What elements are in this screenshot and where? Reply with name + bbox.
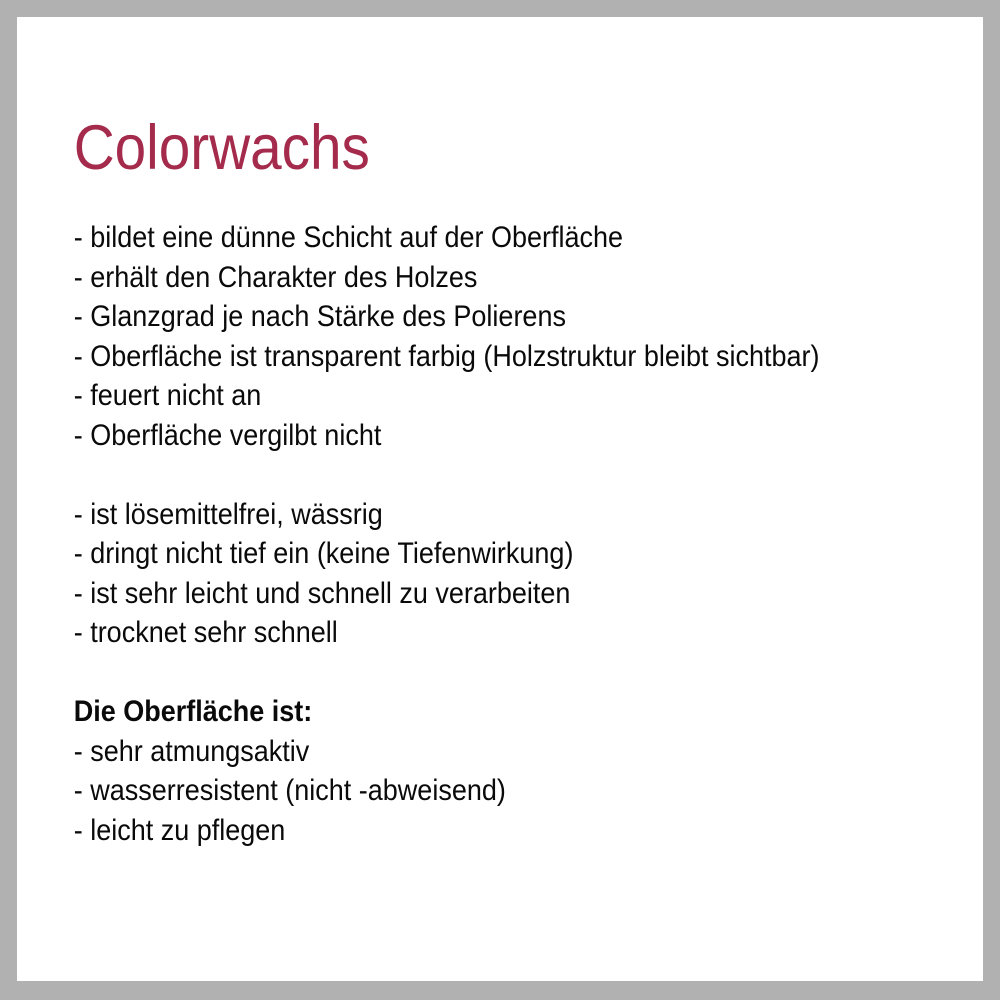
feature-section-result — [74, 692, 983, 850]
document-page — [17, 17, 983, 981]
feature-line: - Oberfläche vergilbt nicht — [73, 418, 382, 452]
feature-line: - ist sehr leicht und schnell zu verarbeiten — [73, 576, 571, 610]
feature-section-surface — [74, 218, 983, 455]
page-content — [17, 17, 983, 850]
feature-line: - trocknet sehr schnell — [73, 616, 338, 649]
feature-line: - ist lösemittelfrei, wässrig — [73, 497, 383, 531]
feature-line: - erhält den Charakter des Holzes — [73, 260, 478, 294]
feature-line: - leicht zu pflegen — [73, 813, 286, 847]
feature-line: - dringt nicht tief ein (keine Tiefenwirkung) — [73, 537, 574, 570]
feature-list — [74, 218, 983, 850]
feature-line: - wasserresistent (nicht -abweisend) — [73, 774, 506, 807]
feature-line: - Oberfläche ist transparent farbig (Holzstruktur bleibt sichtbar) — [73, 339, 820, 373]
feature-line: - bildet eine dünne Schicht auf der Oberfläche — [73, 221, 624, 254]
feature-line: - Glanzgrad je nach Stärke des Polierens — [73, 300, 566, 333]
page-title: Colorwachs — [73, 113, 370, 183]
feature-line: - feuert nicht an — [73, 379, 262, 412]
section-heading: Die Oberfläche ist: — [73, 695, 313, 728]
feature-section-application — [74, 495, 983, 653]
feature-line: - sehr atmungsaktiv — [73, 734, 310, 768]
